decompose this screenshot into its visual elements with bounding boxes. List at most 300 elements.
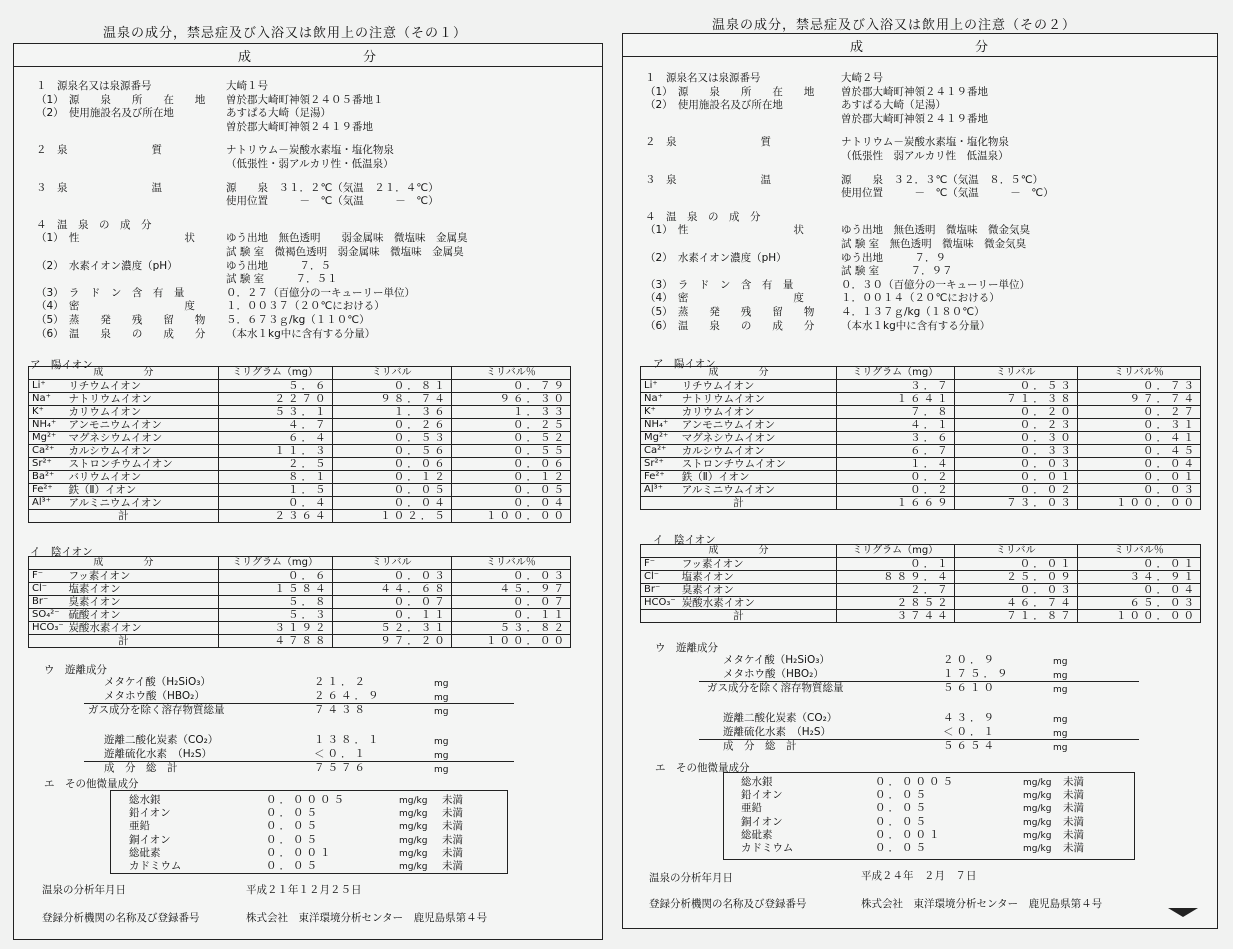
ion-name: フッ素イオン bbox=[66, 570, 218, 583]
table-row bbox=[641, 584, 1201, 597]
basic-value: １．００１４（２０℃における） bbox=[841, 292, 1000, 305]
basic-value: 試 験 室 微褐色透明 弱金属味 微塩味 金属臭 bbox=[226, 246, 464, 258]
trace-unit: mg/kg bbox=[1023, 791, 1052, 802]
trace-value: ０．０５ bbox=[266, 820, 320, 833]
free-unit: mg bbox=[1053, 715, 1068, 725]
trace-note: 未満 bbox=[442, 860, 463, 872]
basic-label: （2） 使用施設名及び所在地 bbox=[645, 99, 783, 112]
basic-value: 曽於郡大崎町神領２４０５番地１ bbox=[226, 93, 384, 106]
ion-mg: １６４１ bbox=[836, 393, 954, 406]
ion-mg: ４．７ bbox=[218, 419, 332, 432]
free-unit: mg bbox=[1053, 671, 1068, 681]
ion-mval: ０．５３ bbox=[954, 380, 1077, 393]
left-analysis-date-label: 温泉の分析年月日 bbox=[42, 884, 126, 896]
ion-symbol: K⁺ bbox=[29, 406, 67, 419]
col-header: ミリグラム（mg） bbox=[218, 367, 332, 380]
ion-symbol: F⁻ bbox=[641, 558, 680, 571]
ion-mval: ０．８１ bbox=[332, 380, 451, 393]
basic-value: 曽於郡大崎町神領２４１９番地 bbox=[841, 112, 988, 125]
ion-symbol: NH₄⁺ bbox=[29, 419, 67, 432]
trace-name: カドミウム bbox=[741, 842, 794, 854]
free-value: ４３．９ bbox=[943, 712, 997, 724]
trace-note: 未満 bbox=[442, 820, 463, 833]
basic-value: （低張性 弱アルカリ性 低温泉） bbox=[841, 150, 1009, 162]
ion-mg: ５．６ bbox=[218, 380, 332, 393]
col-header: ミリグラム（mg） bbox=[218, 557, 332, 570]
ion-symbol: Li⁺ bbox=[641, 380, 680, 393]
ion-mval-percent: ０．２７ bbox=[1077, 406, 1200, 419]
ion-name: アンモニウムイオン bbox=[66, 419, 218, 432]
table-row bbox=[641, 432, 1201, 445]
table-row bbox=[29, 393, 571, 406]
table-row bbox=[29, 458, 571, 471]
ion-mg: ３．７ bbox=[836, 380, 954, 393]
basic-value: あすぱる大崎（足湯） bbox=[841, 99, 946, 112]
table-row bbox=[29, 471, 571, 484]
table-row bbox=[641, 558, 1201, 571]
free-value: ２６４．９ bbox=[314, 690, 382, 702]
ion-name: ストロンチウムイオン bbox=[680, 458, 837, 471]
trace-note: 未満 bbox=[1063, 828, 1084, 841]
free-unit: mg bbox=[1053, 743, 1068, 753]
basic-value: ４．１３７ｇ/kg（１８０℃） bbox=[841, 306, 985, 318]
ion-mval-percent: ４５．９７ bbox=[451, 583, 570, 596]
right-anion-table bbox=[640, 544, 1201, 623]
ion-mg: ７．８ bbox=[836, 406, 954, 419]
basic-value: 源 泉 ３１．２℃（気温 ２１．４℃） bbox=[226, 181, 439, 194]
table-row bbox=[29, 497, 571, 510]
basic-value: １．００３７（２０℃における） bbox=[226, 300, 385, 313]
table-row bbox=[29, 484, 571, 497]
basic-label: ３ 泉 温 bbox=[645, 173, 771, 186]
right-cation-title: ア 陽イオン bbox=[653, 358, 716, 370]
free-value: ＜０．１ bbox=[314, 748, 368, 760]
left-registration-label: 登録分析機関の名称及び登録番号 bbox=[42, 912, 200, 924]
ion-mval: ５２．３１ bbox=[332, 622, 451, 635]
ion-name: 鉄（Ⅱ）イオン bbox=[680, 471, 837, 484]
total-mval: ９７．２０ bbox=[332, 635, 451, 648]
header-char: 分 bbox=[363, 49, 379, 65]
basic-value: 大崎１号 bbox=[226, 80, 268, 92]
left-anion-table bbox=[28, 556, 571, 648]
free-value: ５６１０ bbox=[943, 682, 997, 694]
total-mg: ２３６４ bbox=[218, 510, 332, 523]
ion-mval: ４６．７４ bbox=[954, 597, 1077, 610]
ion-symbol: Cl⁻ bbox=[641, 571, 680, 584]
ion-mg: １５８４ bbox=[218, 583, 332, 596]
right-sheet bbox=[622, 33, 1218, 929]
left-free-title: ウ 遊離成分 bbox=[44, 664, 107, 676]
free-name: 遊離二酸化炭素（CO₂） bbox=[723, 712, 838, 724]
ion-mval-percent: ０．０３ bbox=[451, 570, 570, 583]
ion-mval: ０．０４ bbox=[332, 497, 451, 510]
free-name: メタホウ酸（HBO₂） bbox=[104, 690, 205, 702]
trace-value: ０．０５ bbox=[875, 789, 929, 802]
ion-mval: ０．２６ bbox=[332, 419, 451, 432]
ion-mval: ０．１１ bbox=[332, 609, 451, 622]
ion-name: マグネシウムイオン bbox=[680, 432, 837, 445]
free-name: ガス成分を除く溶存物質総量 bbox=[88, 704, 225, 716]
ion-mval-percent: ３４．９１ bbox=[1077, 571, 1200, 584]
trace-note: 未満 bbox=[1063, 815, 1084, 828]
free-underline bbox=[699, 739, 1139, 740]
basic-label: （1） 性 状 bbox=[645, 224, 804, 237]
ion-symbol: Ca²⁺ bbox=[29, 445, 67, 458]
free-underline bbox=[699, 681, 1139, 682]
ion-symbol: Al³⁺ bbox=[29, 497, 67, 510]
total-mval: １０２．５ bbox=[332, 510, 451, 523]
col-header: ミリバル bbox=[954, 367, 1077, 380]
trace-name: 総水銀 bbox=[129, 794, 161, 806]
ion-mg: ５３．１ bbox=[218, 406, 332, 419]
left-cation-title: ア 陽イオン bbox=[30, 359, 93, 371]
ion-symbol: NH₄⁺ bbox=[641, 419, 680, 432]
ion-name: アルミニウムイオン bbox=[66, 497, 218, 510]
basic-label: ２ 泉 質 bbox=[645, 136, 771, 149]
total-mg: ４７８８ bbox=[218, 635, 332, 648]
col-header: ミリグラム（mg） bbox=[836, 545, 954, 558]
ion-mval: １．３６ bbox=[332, 406, 451, 419]
free-unit: mg bbox=[434, 751, 449, 761]
table-row bbox=[641, 571, 1201, 584]
free-value: ＜０．１ bbox=[943, 726, 997, 738]
table-row bbox=[29, 380, 571, 393]
free-name: 成 分 総 計 bbox=[104, 762, 178, 774]
total-mg: １６６９ bbox=[836, 497, 954, 510]
col-header: ミリバル％ bbox=[1077, 367, 1200, 380]
left-analysis-date: 平成２１年１２月２５日 bbox=[246, 884, 362, 896]
ion-mval: ０．０３ bbox=[954, 458, 1077, 471]
ion-mg: ２．７ bbox=[836, 584, 954, 597]
trace-name: 亜鉛 bbox=[741, 802, 762, 815]
basic-label: １ 源泉名又は泉源番号 bbox=[36, 80, 152, 92]
basic-label: ３ 泉 温 bbox=[36, 181, 162, 194]
trace-unit: mg/kg bbox=[399, 809, 428, 820]
ion-mval: ０．０３ bbox=[954, 584, 1077, 597]
trace-name: 銅イオン bbox=[741, 815, 783, 828]
table-total-row bbox=[29, 510, 571, 523]
ion-mval-percent: ９６．３０ bbox=[451, 393, 570, 406]
ion-name: カリウムイオン bbox=[680, 406, 837, 419]
basic-label: （1） 源 泉 所 在 地 bbox=[36, 93, 206, 106]
ion-symbol: Mg²⁺ bbox=[29, 432, 67, 445]
basic-value: 使用位置 － ℃（気温 － ℃） bbox=[226, 195, 439, 208]
table-row bbox=[641, 445, 1201, 458]
free-value: ２１．２ bbox=[314, 676, 368, 688]
col-header: ミリバル％ bbox=[451, 367, 570, 380]
trace-note: 未満 bbox=[442, 833, 463, 846]
ion-symbol: Al³⁺ bbox=[641, 484, 680, 497]
ion-name: 臭素イオン bbox=[680, 584, 837, 597]
ion-symbol: K⁺ bbox=[641, 406, 680, 419]
ion-mg: ０．２ bbox=[836, 471, 954, 484]
ion-symbol: SO₄²⁻ bbox=[29, 609, 67, 622]
ion-mg: ０．１ bbox=[836, 558, 954, 571]
trace-value: ０．０００５ bbox=[266, 794, 347, 806]
total-mval: ７３．０３ bbox=[954, 497, 1077, 510]
basic-value: 大崎２号 bbox=[841, 72, 883, 84]
table-header-row bbox=[641, 367, 1201, 380]
free-value: １３８．１ bbox=[314, 734, 382, 746]
ion-mval: ０．１２ bbox=[332, 471, 451, 484]
basic-label: ４ 温 泉 の 成 分 bbox=[36, 218, 152, 231]
basic-label: （1） 性 状 bbox=[36, 232, 195, 245]
trace-name: 銅イオン bbox=[129, 833, 171, 846]
ion-name: マグネシウムイオン bbox=[66, 432, 218, 445]
table-total-row bbox=[29, 635, 571, 648]
header-char: 成 bbox=[849, 39, 865, 55]
trace-unit: mg/kg bbox=[399, 822, 428, 833]
left-section-header bbox=[14, 44, 602, 67]
trace-value: ０．０５ bbox=[875, 842, 929, 854]
table-row bbox=[29, 406, 571, 419]
table-row bbox=[29, 445, 571, 458]
ion-mval-percent: ０．０４ bbox=[1077, 584, 1200, 597]
table-row bbox=[29, 570, 571, 583]
total-mval: ７１．８７ bbox=[954, 610, 1077, 623]
basic-value: ゆう出地 ７．５ bbox=[226, 259, 331, 272]
total-mg: ３７４４ bbox=[836, 610, 954, 623]
ion-mval-percent: ０．０５ bbox=[451, 484, 570, 497]
trace-unit: mg/kg bbox=[399, 848, 428, 859]
right-page-title: 温泉の成分，禁忌症及び入浴又は飲用上の注意（その２） bbox=[712, 18, 1077, 33]
basic-value: 試 験 室 ７．５１ bbox=[226, 273, 338, 286]
table-total-row bbox=[641, 610, 1201, 623]
trace-name: 総砒素 bbox=[741, 828, 773, 841]
header-char: 成 bbox=[237, 49, 253, 65]
trace-value: ０．００１ bbox=[266, 846, 334, 859]
basic-label: （5） 蒸 発 残 留 物 bbox=[645, 306, 815, 318]
right-trace-title: エ その他微量成分 bbox=[655, 762, 750, 774]
left-cation-table bbox=[28, 366, 571, 523]
trace-name: 鉛イオン bbox=[129, 807, 171, 820]
ion-mg: ５．８ bbox=[218, 596, 332, 609]
ion-name: 塩素イオン bbox=[680, 571, 837, 584]
ion-mval: ２５．０９ bbox=[954, 571, 1077, 584]
left-sheet bbox=[13, 43, 603, 940]
ion-mval-percent: ６５．０３ bbox=[1077, 597, 1200, 610]
table-row bbox=[641, 597, 1201, 610]
table-header-row bbox=[29, 367, 571, 380]
ion-symbol: Cl⁻ bbox=[29, 583, 67, 596]
basic-label: （2） 水素イオン濃度（pH） bbox=[645, 251, 787, 264]
total-label: 計 bbox=[641, 610, 837, 623]
ion-mg: ３１９２ bbox=[218, 622, 332, 635]
total-mval-percent: １００．００ bbox=[1077, 497, 1200, 510]
ion-mg: ０．６ bbox=[218, 570, 332, 583]
free-unit: mg bbox=[434, 737, 449, 747]
trace-value: ０．０５ bbox=[266, 833, 320, 846]
ion-mval-percent: ０．０１ bbox=[1077, 471, 1200, 484]
ion-mval-percent: ０．７９ bbox=[451, 380, 570, 393]
ion-symbol: F⁻ bbox=[29, 570, 67, 583]
basic-label: （3） ラ ド ン 含 有 量 bbox=[645, 278, 794, 291]
free-underline bbox=[84, 703, 514, 704]
free-unit: mg bbox=[1053, 657, 1068, 667]
ion-name: ナトリウムイオン bbox=[680, 393, 837, 406]
total-mval-percent: １００．００ bbox=[451, 635, 570, 648]
ion-name: カルシウムイオン bbox=[680, 445, 837, 458]
col-header: ミリグラム（mg） bbox=[836, 367, 954, 380]
free-unit: mg bbox=[434, 679, 449, 689]
trace-note: 未満 bbox=[1063, 776, 1084, 788]
basic-label: （2） 水素イオン濃度（pH） bbox=[36, 259, 178, 272]
ion-mval-percent: ０．０６ bbox=[451, 458, 570, 471]
ion-symbol: Fe²⁺ bbox=[641, 471, 680, 484]
ion-mval: ０．０２ bbox=[954, 484, 1077, 497]
ion-mval-percent: ０．０３ bbox=[1077, 484, 1200, 497]
ion-symbol: Ca²⁺ bbox=[641, 445, 680, 458]
free-name: ガス成分を除く溶存物質総量 bbox=[707, 682, 844, 694]
ion-mval-percent: ０．１１ bbox=[451, 609, 570, 622]
ion-symbol: Na⁺ bbox=[641, 393, 680, 406]
basic-value: ナトリウム－炭酸水素塩・塩化物泉 bbox=[226, 144, 394, 157]
trace-unit: mg/kg bbox=[399, 835, 428, 846]
free-value: ５６５４ bbox=[943, 740, 997, 752]
basic-label: ４ 温 泉 の 成 分 bbox=[645, 210, 761, 223]
ion-mg: ６．４ bbox=[218, 432, 332, 445]
ion-mval-percent: ０．７３ bbox=[1077, 380, 1200, 393]
left-trace-title: エ その他微量成分 bbox=[44, 778, 139, 790]
corner-marker-icon bbox=[1168, 906, 1198, 918]
table-row bbox=[641, 419, 1201, 432]
ion-name: ナトリウムイオン bbox=[66, 393, 218, 406]
table-row bbox=[641, 458, 1201, 471]
col-header: 成 分 bbox=[641, 367, 837, 380]
ion-mg: ２．５ bbox=[218, 458, 332, 471]
trace-note: 未満 bbox=[1063, 802, 1084, 815]
ion-symbol: Br⁻ bbox=[29, 596, 67, 609]
basic-label: （1） 源 泉 所 在 地 bbox=[645, 85, 815, 98]
trace-name: 亜鉛 bbox=[129, 820, 150, 833]
trace-note: 未満 bbox=[442, 794, 463, 806]
ion-mval: ０．０５ bbox=[332, 484, 451, 497]
free-name: 遊離硫化水素 （H₂S） bbox=[104, 748, 213, 760]
trace-note: 未満 bbox=[442, 807, 463, 820]
basic-value: ゆう出地 ７．９ bbox=[841, 251, 946, 264]
ion-mval-percent: ０．５５ bbox=[451, 445, 570, 458]
basic-value: 試 験 室 無色透明 微塩味 微金気臭 bbox=[841, 238, 1027, 250]
free-underline bbox=[84, 761, 514, 762]
total-label: 計 bbox=[29, 635, 219, 648]
ion-mval-percent: ０．３１ bbox=[1077, 419, 1200, 432]
right-analysis-date-label: 温泉の分析年月日 bbox=[649, 872, 733, 884]
trace-name: 総砒素 bbox=[129, 846, 161, 859]
ion-symbol: Br⁻ bbox=[641, 584, 680, 597]
ion-mg: ８８９．４ bbox=[836, 571, 954, 584]
trace-value: ０．００１ bbox=[875, 828, 943, 841]
free-value: ２０．９ bbox=[943, 654, 997, 666]
basic-label: （3） ラ ド ン 含 有 量 bbox=[36, 286, 185, 299]
col-header: ミリバル bbox=[954, 545, 1077, 558]
ion-mval: ０．３３ bbox=[954, 445, 1077, 458]
basic-value: 源 泉 ３２．３℃（気温 ８．５℃） bbox=[841, 173, 1044, 186]
basic-label: （6） 温 泉 の 成 分 bbox=[36, 327, 206, 340]
ion-symbol: Fe²⁺ bbox=[29, 484, 67, 497]
basic-value: ５．６７３ｇ/kg（１１０℃） bbox=[226, 314, 370, 326]
right-free-title: ウ 遊離成分 bbox=[655, 642, 718, 654]
free-unit: mg bbox=[1053, 729, 1068, 739]
col-header: ミリバル％ bbox=[451, 557, 570, 570]
table-row bbox=[641, 471, 1201, 484]
ion-mval-percent: ０．４５ bbox=[1077, 445, 1200, 458]
table-row bbox=[641, 484, 1201, 497]
trace-unit: mg/kg bbox=[1023, 804, 1052, 815]
free-value: ７４３８ bbox=[314, 704, 368, 716]
table-row bbox=[29, 622, 571, 635]
ion-name: 硫酸イオン bbox=[66, 609, 218, 622]
ion-mg: ２８５２ bbox=[836, 597, 954, 610]
left-anion-title: イ 陰イオン bbox=[30, 546, 93, 558]
free-unit: mg bbox=[434, 765, 449, 775]
trace-note: 未満 bbox=[1063, 842, 1084, 854]
ion-name: バリウムイオン bbox=[66, 471, 218, 484]
basic-value: ゆう出地 無色透明 微塩味 微金気臭 bbox=[841, 224, 1030, 237]
trace-unit: mg/kg bbox=[399, 862, 428, 872]
trace-note: 未満 bbox=[1063, 789, 1084, 802]
col-header: ミリバル％ bbox=[1077, 545, 1200, 558]
right-anion-title: イ 陰イオン bbox=[653, 534, 716, 546]
ion-mval-percent: ０．１２ bbox=[451, 471, 570, 484]
basic-value: （本水１kg中に含有する分量） bbox=[226, 327, 376, 340]
ion-mg: １１．３ bbox=[218, 445, 332, 458]
table-header-row bbox=[641, 545, 1201, 558]
ion-mval: ０．０３ bbox=[332, 570, 451, 583]
total-label: 計 bbox=[641, 497, 837, 510]
ion-mg: １．４ bbox=[836, 458, 954, 471]
trace-unit: mg/kg bbox=[1023, 830, 1052, 841]
free-unit: mg bbox=[434, 693, 449, 703]
free-name: メタケイ酸（H₂SiO₃） bbox=[104, 676, 211, 688]
ion-symbol: Ba²⁺ bbox=[29, 471, 67, 484]
ion-name: 炭酸水素イオン bbox=[66, 622, 218, 635]
ion-mval-percent: ０．０７ bbox=[451, 596, 570, 609]
basic-value: ０．３０（百億分の一キューリー単位） bbox=[841, 278, 1030, 291]
left-page-title: 温泉の成分，禁忌症及び入浴又は飲用上の注意（その１） bbox=[103, 26, 468, 41]
basic-label: （5） 蒸 発 残 留 物 bbox=[36, 314, 206, 326]
ion-mval: ０．０７ bbox=[332, 596, 451, 609]
trace-value: ０．０５ bbox=[266, 860, 320, 872]
ion-mg: ４．１ bbox=[836, 419, 954, 432]
trace-value: ０．０００５ bbox=[875, 776, 956, 788]
right-section-header bbox=[623, 34, 1217, 57]
ion-mval-percent: ０．４１ bbox=[1077, 432, 1200, 445]
trace-value: ０．０５ bbox=[875, 815, 929, 828]
ion-mval: ７１．３８ bbox=[954, 393, 1077, 406]
basic-value: （本水１kg中に含有する分量） bbox=[841, 319, 991, 332]
ion-mg: ８．１ bbox=[218, 471, 332, 484]
trace-unit: mg/kg bbox=[1023, 817, 1052, 828]
ion-mg: ０．２ bbox=[836, 484, 954, 497]
trace-note: 未満 bbox=[442, 846, 463, 859]
trace-name: カドミウム bbox=[129, 860, 182, 872]
free-unit: mg bbox=[1053, 685, 1068, 695]
total-label: 計 bbox=[29, 510, 219, 523]
trace-name: 鉛イオン bbox=[741, 789, 783, 802]
trace-unit: mg/kg bbox=[1023, 844, 1052, 854]
basic-value: 曽於郡大崎町神領２４１９番地 bbox=[841, 85, 988, 98]
col-header: 成 分 bbox=[29, 367, 219, 380]
col-header: ミリバル bbox=[332, 557, 451, 570]
table-row bbox=[641, 406, 1201, 419]
basic-value: ゆう出地 無色透明 弱金属味 微塩味 金属臭 bbox=[226, 232, 468, 245]
right-cation-table bbox=[640, 366, 1201, 510]
trace-value: ０．０５ bbox=[266, 807, 320, 820]
ion-name: 塩素イオン bbox=[66, 583, 218, 596]
ion-mval: ０．５３ bbox=[332, 432, 451, 445]
ion-mval-percent: ０．０４ bbox=[451, 497, 570, 510]
col-header: 成 分 bbox=[29, 557, 219, 570]
